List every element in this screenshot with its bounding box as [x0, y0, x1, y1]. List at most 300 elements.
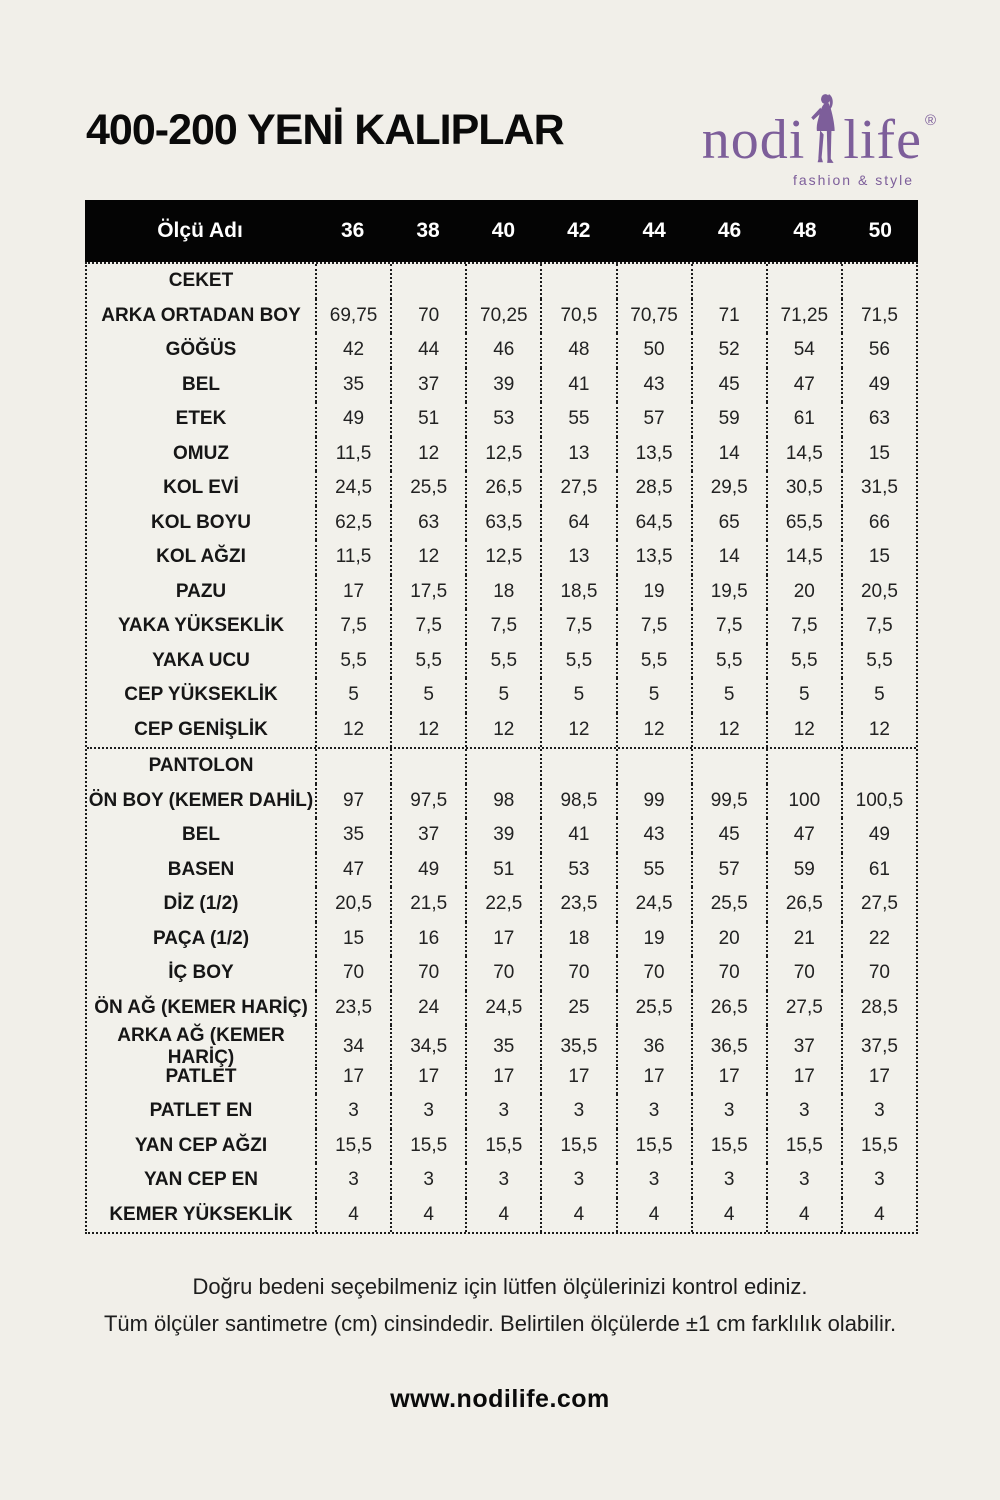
value-cell: 59 — [691, 402, 766, 437]
value-cell: 20 — [766, 575, 841, 610]
value-cell: 20 — [691, 922, 766, 957]
size-table-header — [85, 200, 918, 262]
header-size-40: 40 — [491, 219, 516, 242]
value-cell: 12,5 — [465, 437, 540, 472]
value-cell: 28,5 — [841, 991, 916, 1026]
header-measure-name: Ölçü Adı — [157, 219, 243, 242]
value-cell: 3 — [616, 1163, 691, 1198]
value-cell: 19 — [616, 575, 691, 610]
table-row — [87, 1198, 916, 1233]
value-cell: 39 — [465, 818, 540, 853]
value-cell: 25,5 — [616, 991, 691, 1026]
value-cell: 20,5 — [841, 575, 916, 610]
value-cell: 56 — [841, 333, 916, 368]
value-cell: 14 — [691, 437, 766, 472]
header-size-50: 50 — [868, 219, 892, 242]
logo-text-nodi: nodi — [701, 109, 806, 171]
empty-cell — [315, 749, 390, 784]
empty-cell — [465, 749, 540, 784]
value-cell: 11,5 — [315, 437, 390, 472]
value-cell: 5 — [766, 678, 841, 713]
value-cell: 44 — [390, 333, 465, 368]
value-cell: 26,5 — [691, 991, 766, 1026]
value-cell: 100 — [766, 784, 841, 819]
row-label: KOL BOYU — [151, 511, 251, 533]
value-cell: 22,5 — [465, 887, 540, 922]
value-cell: 37 — [766, 1025, 841, 1069]
row-label: KOL EVİ — [163, 477, 239, 499]
table-row — [87, 644, 916, 679]
value-cell: 45 — [691, 368, 766, 403]
value-cell: 70,5 — [540, 299, 615, 334]
value-cell: 4 — [841, 1198, 916, 1233]
value-cell: 55 — [540, 402, 615, 437]
value-cell: 3 — [540, 1094, 615, 1129]
value-cell: 39 — [465, 368, 540, 403]
table-section-pantolon — [87, 747, 916, 1232]
value-cell: 25,5 — [691, 887, 766, 922]
value-cell: 15,5 — [465, 1129, 540, 1164]
value-cell: 61 — [841, 853, 916, 888]
value-cell: 12 — [390, 437, 465, 472]
header-size-46: 46 — [717, 219, 742, 242]
value-cell: 7,5 — [465, 609, 540, 644]
value-cell: 53 — [465, 402, 540, 437]
value-cell: 99,5 — [691, 784, 766, 819]
table-row — [87, 1025, 916, 1068]
table-row — [87, 784, 916, 819]
value-cell: 49 — [315, 402, 390, 437]
value-cell: 63 — [390, 506, 465, 541]
value-cell: 13,5 — [616, 540, 691, 575]
value-cell: 26,5 — [465, 471, 540, 506]
table-row — [87, 333, 916, 368]
header-size-44: 44 — [642, 219, 666, 242]
row-label: PAZU — [175, 580, 227, 602]
row-label: KOL AĞZI — [156, 546, 246, 568]
row-label: OMUZ — [173, 442, 229, 464]
value-cell: 28,5 — [616, 471, 691, 506]
empty-cell — [540, 749, 615, 784]
value-cell: 12 — [766, 713, 841, 748]
value-cell: 64,5 — [616, 506, 691, 541]
value-cell: 4 — [616, 1198, 691, 1233]
section-title-row — [87, 749, 916, 784]
table-row — [87, 991, 916, 1026]
value-cell: 27,5 — [766, 991, 841, 1026]
value-cell: 43 — [616, 368, 691, 403]
value-cell: 15,5 — [390, 1129, 465, 1164]
value-cell: 97 — [315, 784, 390, 819]
value-cell: 13,5 — [616, 437, 691, 472]
value-cell: 65,5 — [766, 506, 841, 541]
value-cell: 37 — [390, 368, 465, 403]
size-table — [85, 200, 918, 1234]
value-cell: 5 — [841, 678, 916, 713]
value-cell: 99 — [616, 784, 691, 819]
value-cell: 24,5 — [315, 471, 390, 506]
footer — [0, 1268, 1000, 1414]
footer-note-line1: Doğru bedeni seçebilmeniz için lütfen ölçülerinizi kontrol ediniz. — [192, 1274, 808, 1299]
value-cell: 31,5 — [841, 471, 916, 506]
table-row — [87, 853, 916, 888]
value-cell: 21 — [766, 922, 841, 957]
value-cell: 36 — [616, 1025, 691, 1069]
value-cell: 35 — [465, 1025, 540, 1069]
value-cell: 3 — [315, 1094, 390, 1129]
empty-cell — [465, 264, 540, 299]
value-cell: 15 — [841, 437, 916, 472]
row-label: GÖĞÜS — [165, 339, 237, 361]
value-cell: 5,5 — [766, 644, 841, 679]
table-row — [87, 1060, 916, 1095]
value-cell: 3 — [315, 1163, 390, 1198]
value-cell: 12,5 — [465, 540, 540, 575]
value-cell: 12 — [691, 713, 766, 748]
value-cell: 12 — [315, 713, 390, 748]
value-cell: 70,25 — [465, 299, 540, 334]
row-label: ÖN BOY (KEMER DAHİL) — [88, 789, 314, 811]
value-cell: 4 — [540, 1198, 615, 1233]
value-cell: 29,5 — [691, 471, 766, 506]
value-cell: 12 — [390, 713, 465, 748]
value-cell: 25 — [540, 991, 615, 1026]
value-cell: 21,5 — [390, 887, 465, 922]
table-row — [87, 887, 916, 922]
value-cell: 17 — [616, 1060, 691, 1095]
value-cell: 34,5 — [390, 1025, 465, 1069]
value-cell: 3 — [841, 1163, 916, 1198]
registered-trademark-icon: ® — [924, 112, 936, 129]
table-row — [87, 299, 916, 334]
value-cell: 18 — [465, 575, 540, 610]
value-cell: 63,5 — [465, 506, 540, 541]
table-row — [87, 368, 916, 403]
value-cell: 19,5 — [691, 575, 766, 610]
header-size-36: 36 — [341, 219, 365, 242]
value-cell: 7,5 — [841, 609, 916, 644]
value-cell: 30,5 — [766, 471, 841, 506]
value-cell: 98,5 — [540, 784, 615, 819]
logo-text-life: life — [843, 109, 922, 171]
header-size-42: 42 — [567, 219, 591, 242]
value-cell: 20,5 — [315, 887, 390, 922]
value-cell: 23,5 — [315, 991, 390, 1026]
value-cell: 5 — [315, 678, 390, 713]
value-cell: 3 — [766, 1094, 841, 1129]
value-cell: 43 — [616, 818, 691, 853]
value-cell: 3 — [766, 1163, 841, 1198]
value-cell: 3 — [390, 1094, 465, 1129]
value-cell: 22 — [841, 922, 916, 957]
value-cell: 15,5 — [315, 1129, 390, 1164]
header-size-48: 48 — [793, 219, 817, 242]
value-cell: 7,5 — [540, 609, 615, 644]
value-cell: 15,5 — [691, 1129, 766, 1164]
empty-cell — [390, 264, 465, 299]
empty-cell — [691, 749, 766, 784]
value-cell: 3 — [540, 1163, 615, 1198]
row-label: YAKA YÜKSEKLİK — [117, 615, 285, 637]
value-cell: 70 — [315, 956, 390, 991]
value-cell: 5 — [616, 678, 691, 713]
value-cell: 70 — [841, 956, 916, 991]
value-cell: 15,5 — [841, 1129, 916, 1164]
section-title: CEKET — [168, 270, 234, 292]
value-cell: 49 — [841, 818, 916, 853]
value-cell: 15,5 — [766, 1129, 841, 1164]
value-cell: 16 — [390, 922, 465, 957]
value-cell: 26,5 — [766, 887, 841, 922]
table-row — [87, 922, 916, 957]
value-cell: 5 — [465, 678, 540, 713]
value-cell: 70 — [540, 956, 615, 991]
section-title: PANTOLON — [148, 755, 254, 777]
value-cell: 24,5 — [465, 991, 540, 1026]
value-cell: 51 — [465, 853, 540, 888]
value-cell: 13 — [540, 437, 615, 472]
value-cell: 12 — [616, 713, 691, 748]
table-row — [87, 713, 916, 748]
value-cell: 15,5 — [540, 1129, 615, 1164]
row-label: ARKA ORTADAN BOY — [101, 304, 301, 326]
value-cell: 7,5 — [616, 609, 691, 644]
empty-cell — [616, 749, 691, 784]
value-cell: 53 — [540, 853, 615, 888]
value-cell: 14 — [691, 540, 766, 575]
value-cell: 7,5 — [315, 609, 390, 644]
value-cell: 55 — [616, 853, 691, 888]
logo-tagline: fashion & style — [792, 172, 914, 188]
value-cell: 24,5 — [616, 887, 691, 922]
table-row — [87, 402, 916, 437]
value-cell: 71,5 — [841, 299, 916, 334]
value-cell: 57 — [691, 853, 766, 888]
row-label: YAN CEP EN — [143, 1169, 259, 1191]
value-cell: 3 — [390, 1163, 465, 1198]
value-cell: 27,5 — [540, 471, 615, 506]
value-cell: 19 — [616, 922, 691, 957]
value-cell: 47 — [766, 818, 841, 853]
empty-cell — [390, 749, 465, 784]
value-cell: 5,5 — [540, 644, 615, 679]
value-cell: 3 — [616, 1094, 691, 1129]
value-cell: 70 — [390, 956, 465, 991]
value-cell: 3 — [465, 1094, 540, 1129]
table-section-ceket — [87, 264, 916, 747]
value-cell: 18 — [540, 922, 615, 957]
row-label: ETEK — [175, 408, 227, 430]
value-cell: 63 — [841, 402, 916, 437]
empty-cell — [616, 264, 691, 299]
woman-silhouette-icon — [807, 92, 841, 170]
value-cell: 70 — [616, 956, 691, 991]
row-label: YAKA UCU — [152, 649, 250, 671]
value-cell: 49 — [390, 853, 465, 888]
value-cell: 17 — [315, 1060, 390, 1095]
value-cell: 47 — [315, 853, 390, 888]
value-cell: 5,5 — [465, 644, 540, 679]
value-cell: 27,5 — [841, 887, 916, 922]
page-title: 400-200 YENİ KALIPLAR — [86, 106, 564, 154]
section-title-row — [87, 264, 916, 299]
value-cell: 5,5 — [691, 644, 766, 679]
empty-cell — [766, 264, 841, 299]
value-cell: 71 — [691, 299, 766, 334]
row-label: BEL — [182, 373, 220, 395]
value-cell: 14,5 — [766, 540, 841, 575]
value-cell: 4 — [315, 1198, 390, 1233]
value-cell: 70 — [691, 956, 766, 991]
table-row — [87, 1094, 916, 1129]
table-row — [87, 575, 916, 610]
value-cell: 17 — [465, 922, 540, 957]
value-cell: 41 — [540, 818, 615, 853]
header — [0, 0, 1000, 200]
value-cell: 4 — [691, 1198, 766, 1233]
value-cell: 17 — [841, 1060, 916, 1095]
value-cell: 24 — [390, 991, 465, 1026]
table-row — [87, 1129, 916, 1164]
row-label: İÇ BOY — [168, 962, 234, 984]
value-cell: 3 — [691, 1163, 766, 1198]
value-cell: 35,5 — [540, 1025, 615, 1069]
value-cell: 71,25 — [766, 299, 841, 334]
value-cell: 62,5 — [315, 506, 390, 541]
row-label: CEP YÜKSEKLİK — [124, 684, 278, 706]
value-cell: 12 — [540, 713, 615, 748]
value-cell: 51 — [390, 402, 465, 437]
value-cell: 36,5 — [691, 1025, 766, 1069]
header-size-38: 38 — [416, 219, 440, 242]
empty-cell — [841, 264, 916, 299]
value-cell: 48 — [540, 333, 615, 368]
value-cell: 65 — [691, 506, 766, 541]
value-cell: 70 — [390, 299, 465, 334]
value-cell: 17 — [315, 575, 390, 610]
empty-cell — [540, 264, 615, 299]
logo-wordmark — [701, 92, 936, 171]
value-cell: 7,5 — [390, 609, 465, 644]
value-cell: 70 — [465, 956, 540, 991]
value-cell: 98 — [465, 784, 540, 819]
value-cell: 34 — [315, 1025, 390, 1069]
value-cell: 35 — [315, 818, 390, 853]
value-cell: 61 — [766, 402, 841, 437]
value-cell: 17 — [390, 1060, 465, 1095]
value-cell: 7,5 — [691, 609, 766, 644]
value-cell: 4 — [766, 1198, 841, 1233]
value-cell: 5 — [540, 678, 615, 713]
empty-cell — [841, 749, 916, 784]
value-cell: 3 — [841, 1094, 916, 1129]
value-cell: 64 — [540, 506, 615, 541]
value-cell: 5,5 — [616, 644, 691, 679]
value-cell: 17,5 — [390, 575, 465, 610]
value-cell: 57 — [616, 402, 691, 437]
row-label: PATLET EN — [149, 1100, 253, 1122]
value-cell: 54 — [766, 333, 841, 368]
value-cell: 7,5 — [766, 609, 841, 644]
row-label: CEP GENİŞLİK — [134, 718, 268, 740]
value-cell: 12 — [465, 713, 540, 748]
table-row — [87, 678, 916, 713]
table-row — [87, 609, 916, 644]
value-cell: 23,5 — [540, 887, 615, 922]
brand-logo — [702, 92, 936, 188]
row-label: DİZ (1/2) — [163, 893, 239, 915]
row-label: YAN CEP AĞZI — [134, 1134, 268, 1156]
table-row — [87, 471, 916, 506]
value-cell: 4 — [390, 1198, 465, 1233]
footer-note-line2: Tüm ölçüler santimetre (cm) cinsindedir. Belirtilen ölçülerde ±1 cm farklılık olabilir. — [103, 1311, 897, 1337]
value-cell: 45 — [691, 818, 766, 853]
value-cell: 17 — [766, 1060, 841, 1095]
value-cell: 15,5 — [616, 1129, 691, 1164]
empty-cell — [315, 264, 390, 299]
value-cell: 18,5 — [540, 575, 615, 610]
value-cell: 100,5 — [841, 784, 916, 819]
value-cell: 12 — [841, 713, 916, 748]
value-cell: 50 — [616, 333, 691, 368]
value-cell: 11,5 — [315, 540, 390, 575]
value-cell: 3 — [465, 1163, 540, 1198]
value-cell: 17 — [465, 1060, 540, 1095]
value-cell: 66 — [841, 506, 916, 541]
value-cell: 97,5 — [390, 784, 465, 819]
value-cell: 46 — [465, 333, 540, 368]
value-cell: 42 — [315, 333, 390, 368]
row-label: ARKA AĞ (KEMER HARİÇ) — [117, 1025, 285, 1068]
value-cell: 5,5 — [390, 644, 465, 679]
value-cell: 17 — [691, 1060, 766, 1095]
value-cell: 37 — [390, 818, 465, 853]
value-cell: 70,75 — [616, 299, 691, 334]
value-cell: 3 — [691, 1094, 766, 1129]
value-cell: 49 — [841, 368, 916, 403]
table-row — [87, 956, 916, 991]
row-label: PATLET — [165, 1065, 237, 1087]
value-cell: 5 — [691, 678, 766, 713]
value-cell: 25,5 — [390, 471, 465, 506]
table-row — [87, 1163, 916, 1198]
value-cell: 47 — [766, 368, 841, 403]
value-cell: 14,5 — [766, 437, 841, 472]
value-cell: 13 — [540, 540, 615, 575]
table-row — [87, 818, 916, 853]
value-cell: 37,5 — [841, 1025, 916, 1069]
value-cell: 41 — [540, 368, 615, 403]
row-label: KEMER YÜKSEKLİK — [109, 1203, 293, 1225]
value-cell: 35 — [315, 368, 390, 403]
value-cell: 15 — [315, 922, 390, 957]
row-label: BEL — [182, 824, 220, 846]
value-cell: 5 — [390, 678, 465, 713]
row-label: ÖN AĞ (KEMER HARİÇ) — [94, 996, 308, 1018]
value-cell: 59 — [766, 853, 841, 888]
value-cell: 17 — [540, 1060, 615, 1095]
value-cell: 70 — [766, 956, 841, 991]
size-table-body — [85, 262, 918, 1234]
table-row — [87, 437, 916, 472]
value-cell: 69,75 — [315, 299, 390, 334]
table-row — [87, 506, 916, 541]
website-url: www.nodilife.com — [390, 1384, 610, 1413]
value-cell: 12 — [390, 540, 465, 575]
value-cell: 15 — [841, 540, 916, 575]
value-cell: 5,5 — [841, 644, 916, 679]
value-cell: 52 — [691, 333, 766, 368]
